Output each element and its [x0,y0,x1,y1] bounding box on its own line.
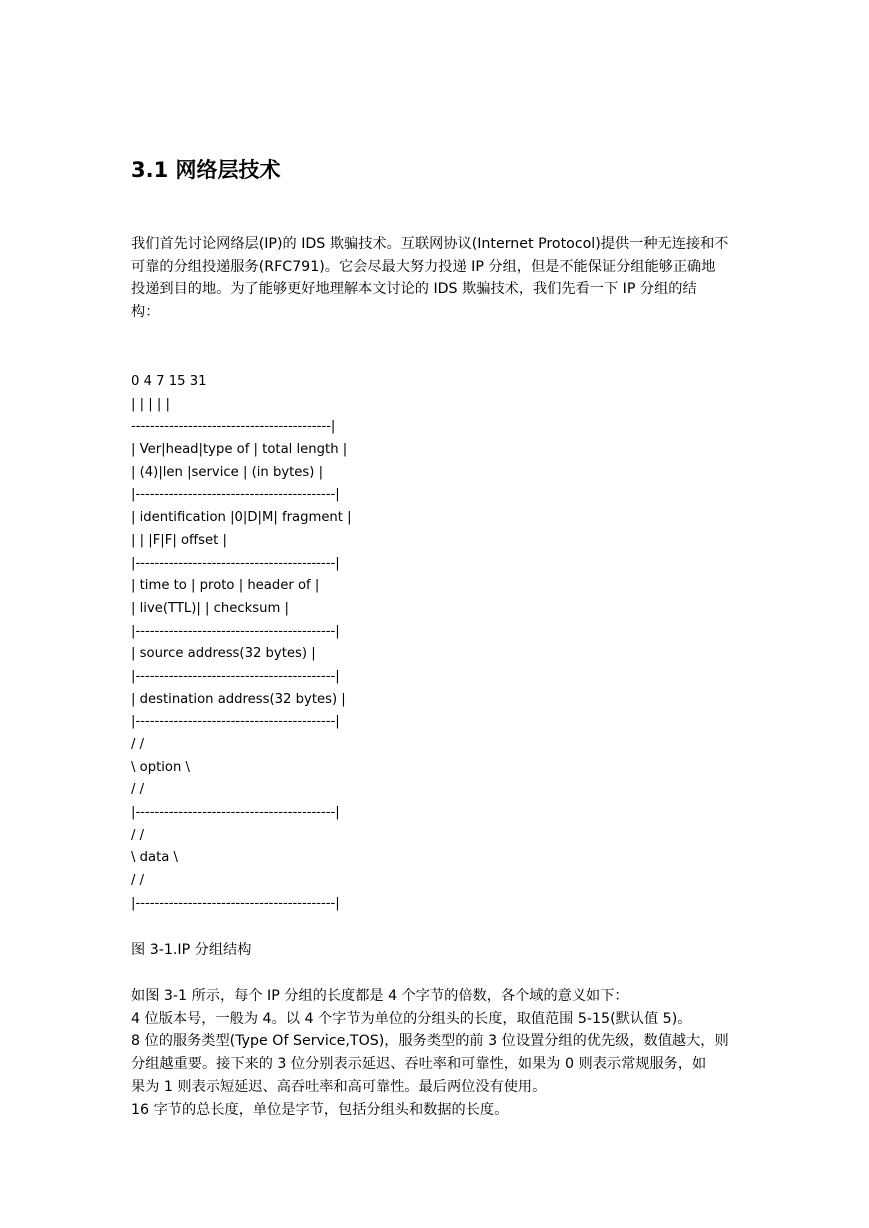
intro-line: 投递到目的地。为了能够更好地理解本文讨论的 IDS 欺骗技术，我们先看一下 IP 分组的结 [131,281,697,298]
field-description-paragraph [131,985,743,1121]
diagram-line: |------------------------------------------| [131,487,340,503]
diagram-line: / / [131,737,145,752]
diagram-line: | time to | proto | header of | [131,578,320,594]
diagram-line: | live(TTL)| | checksum | [131,600,289,616]
diagram-line: | (4)|len |service | (in bytes) | [131,464,324,480]
figure-caption: 图 3-1.IP 分组结构 [131,942,252,958]
diagram-line: / / [131,827,145,843]
body-line: 分组越重要。接下来的 3 位分别表示延迟、吞吐率和可靠性，如果为 0 则表示常规服务，如 [131,1056,707,1073]
diagram-line: |------------------------------------------| [131,714,340,730]
ip-header-diagram [131,371,352,916]
diagram-line: | identification |0|D|M| fragment | [131,510,352,526]
diagram-line: |------------------------------------------| [131,805,340,821]
intro-line: 我们首先讨论网络层(IP)的 IDS 欺骗技术。互联网协议(Internet Protocol)提供一种无连接和不 [131,236,729,252]
body-line: 16 字节的总长度，单位是字节，包括分组头和数据的长度。 [131,1101,509,1118]
diagram-line: 0 4 7 15 31 [131,374,207,389]
body-line: 8 位的服务类型(Type Of Service,TOS)，服务类型的前 3 位设置分组的优先级，数值越大，则 [131,1033,729,1050]
body-line: 4 位版本号，一般为 4。以 4 个字节为单位的分组头的长度，取值范围 5-15(默认值 5)。 [131,1010,692,1027]
diagram-line: |------------------------------------------| [131,555,340,571]
diagram-line: | | |F|F| offset | [131,532,227,548]
body-line: 如图 3-1 所示，每个 IP 分组的长度都是 4 个字节的倍数，各个域的意义如下： [131,988,629,1004]
diagram-line: |------------------------------------------| [131,668,340,684]
section-heading: 3.1 网络层技术 [131,158,281,182]
body-line: 果为 1 则表示短延迟、高吞吐率和高可靠性。最后两位没有使用。 [131,1078,547,1095]
diagram-line: ------------------------------------------| [131,419,336,435]
intro-line: 可靠的分组投递服务(RFC791)。它会尽最大努力投递 IP 分组，但是不能保证分组能够正确地 [131,258,716,275]
diagram-line: / / [131,873,145,889]
diagram-line: \ option \ [131,759,190,775]
diagram-line: \ data \ [131,850,178,866]
diagram-line: |------------------------------------------| [131,623,340,639]
intro-paragraph [131,233,743,324]
intro-line: 构： [131,304,160,321]
diagram-line: |------------------------------------------| [131,895,340,911]
diagram-line: | | | | | [131,396,170,412]
diagram-line: | destination address(32 bytes) | [131,691,346,707]
diagram-line: | source address(32 bytes) | [131,646,316,662]
diagram-line: / / [131,782,145,798]
diagram-line: | Ver|head|type of | total length | [131,442,348,458]
